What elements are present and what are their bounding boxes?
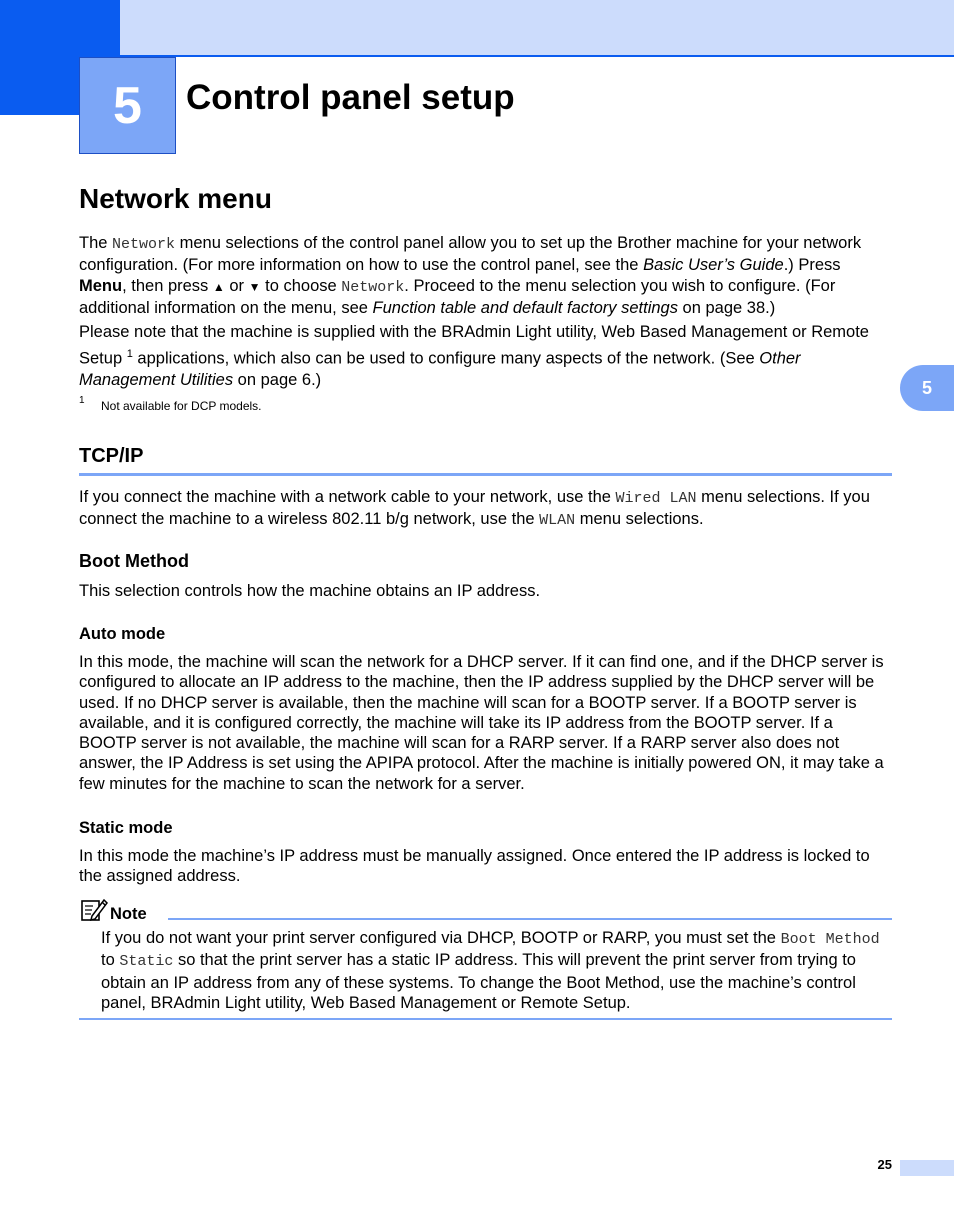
note-pencil-icon xyxy=(80,898,108,922)
code-network: Network xyxy=(341,278,405,296)
text: If you do not want your print server configured via DHCP, BOOTP or RARP, you must set the xyxy=(101,929,781,947)
heading-rule xyxy=(79,473,892,476)
text: or xyxy=(224,276,249,295)
static-mode-paragraph: In this mode the machine’s IP address must be manually assigned. Once entered the IP address is locked to the assigned address. xyxy=(79,847,870,886)
text: If you connect the machine with a network cable to your network, use the xyxy=(79,488,616,506)
boot-method-intro: This selection controls how the machine obtains an IP address. xyxy=(79,582,541,600)
chapter-title: Control panel setup xyxy=(186,78,515,117)
side-tab-label: 5 xyxy=(921,377,932,398)
text: applications, which also can be used to configure many aspects of the network. (See xyxy=(132,349,760,367)
auto-mode-heading: Auto mode xyxy=(79,625,166,643)
footer-bar xyxy=(900,1160,954,1176)
chapter-number: 5 xyxy=(113,76,142,135)
guide-reference: Basic User’s Guide xyxy=(643,256,784,275)
note-rule-top xyxy=(168,918,892,920)
page-number: 25 xyxy=(877,1157,892,1172)
footnote-reference[interactable]: 1 xyxy=(126,347,133,360)
chapter-side-tab[interactable] xyxy=(900,365,954,411)
text: menu selections of the control panel allow you to set up the Brother machine for your network configuration. (For more information on how to use the control panel, see the xyxy=(79,234,862,275)
network-intro-paragraph xyxy=(79,233,892,318)
text: so that the print server has a static IP address. This will prevent the print server from trying to obtain an IP address from any of these systems. To change the Boot Method, use the machine’s control panel, BRAdmin Light utility, Web Based Management or Remote Setup. xyxy=(101,951,856,1012)
code-wlan: WLAN xyxy=(539,512,576,530)
code-network: Network xyxy=(112,236,176,253)
text: on page 38.) xyxy=(677,298,776,317)
down-arrow-icon: ▼ xyxy=(248,279,261,294)
code-boot-method: Boot Method xyxy=(780,931,880,948)
footnote-mark: 1 xyxy=(79,395,85,406)
text: menu selections. xyxy=(575,510,704,529)
text: to xyxy=(101,951,120,970)
auto-mode-paragraph: In this mode, the machine will scan the network for a DHCP server. If it can find one, and if the DHCP server is configured to allocate an IP address to the machine, then the IP address supplied by the DHCP server will be used. If no DHCP server is available, then the machine will scan for a BOOTP server. If a BOOTP server is available, and it is configured correctly, the machine will take its IP address from the BOOTP server. If a BOOTP server is not available, the machine will scan for a RARP server. If a RARP server also does not answer, the IP Address is set using the APIPA protocol. After the machine is initially powered ON, it may take a few minutes for the machine to scan the network for a server. xyxy=(79,653,884,793)
header-band xyxy=(120,0,954,57)
code-static: Static xyxy=(119,953,174,971)
text: to choose xyxy=(260,276,342,295)
text: menu selections. If you connect the machine to a wireless 802.11 b/g network, use the xyxy=(79,488,870,529)
text: , then press xyxy=(122,276,213,295)
function-table-link[interactable]: Function table and default factory settings xyxy=(372,298,678,317)
note-rule-bottom xyxy=(79,1018,892,1020)
tcpip-paragraph xyxy=(79,487,892,532)
chapter-number-box xyxy=(79,57,176,154)
boot-method-heading: Boot Method xyxy=(79,551,189,571)
note-paragraph xyxy=(101,928,892,1013)
text: The xyxy=(79,234,113,252)
network-utilities-paragraph xyxy=(79,322,892,391)
menu-key: Menu xyxy=(79,276,123,295)
section-title: Network menu xyxy=(79,183,272,214)
code-wired-lan: Wired LAN xyxy=(615,490,697,507)
text: Please note that the machine is supplied with the BRAdmin Light utility, Web Based Management or Remote Setup xyxy=(79,323,869,367)
text: . Proceed to the menu selection you wish to configure. (For additional information on the menu, see xyxy=(79,276,836,317)
text: on page 6.) xyxy=(233,370,322,389)
footnote-text: Not available for DCP models. xyxy=(101,399,262,413)
note-label: Note xyxy=(110,905,147,923)
other-utilities-link[interactable]: Other Management Utilities xyxy=(79,349,801,389)
text: .) Press xyxy=(783,256,841,275)
up-arrow-icon: ▲ xyxy=(212,279,225,294)
static-mode-heading: Static mode xyxy=(79,819,173,837)
tcpip-heading: TCP/IP xyxy=(79,445,144,467)
